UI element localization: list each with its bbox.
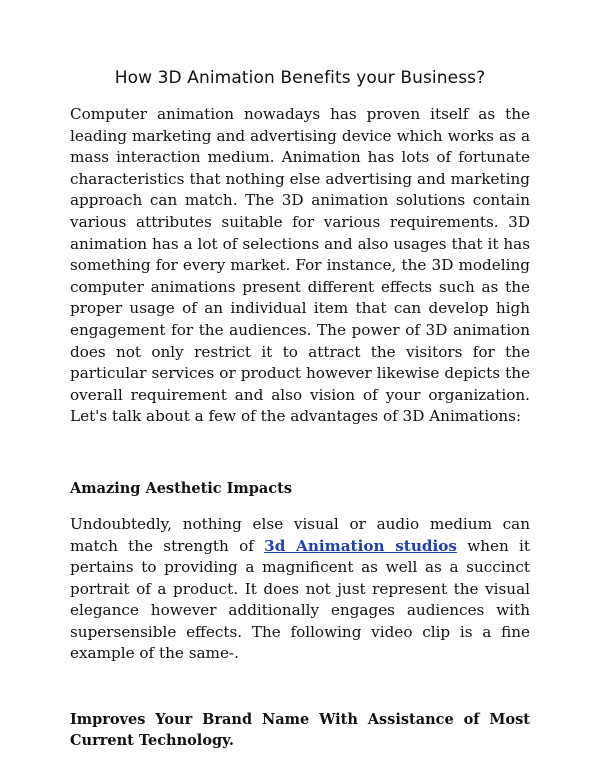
aesthetic-impacts-paragraph [70,514,530,665]
intro-paragraph: Computer animation nowadays has proven itself as the leading marketing and advertising device which works as a mass interaction medium. Animation has lots of fortunate characteristics that nothing else advertising and marketing approach can match. The 3D animation solutions contain various attributes suitable for various requirements. 3D animation has a lot of selections and also usages that it has something for every market. For instance, the 3D modeling computer animations present different effects such as the proper usage of an individual item that can develop high engagement for the audiences. The power of 3D animation does not only restrict it to attract the visitors for the particular services or product however likewise depicts the overall requirement and also vision of your organization. Let's talk about a few of the advantages of 3D Animations: [70,105,530,426]
document-title: How 3D Animation Benefits your Business? [114,68,486,88]
section-heading-aesthetic-impacts: Amazing Aesthetic Impacts [70,479,292,497]
paragraph-text-before-link: Undoubtedly, nothing else visual or audio medium can match the strength of [70,514,530,555]
paragraph-text-after-link: when it pertains to providing a magnificent as well as a succinct portrait of a product. It does not just represent the visual elegance however additionally engages audiences with supersensible effects. The following video clip is a fine example of the same-. [70,536,531,663]
document-page [70,68,530,751]
animation-studios-link[interactable]: 3d Animation studios [264,536,457,555]
section-heading-brand-name: Improves Your Brand Name With Assistance of Most Current Technology. [70,711,530,750]
